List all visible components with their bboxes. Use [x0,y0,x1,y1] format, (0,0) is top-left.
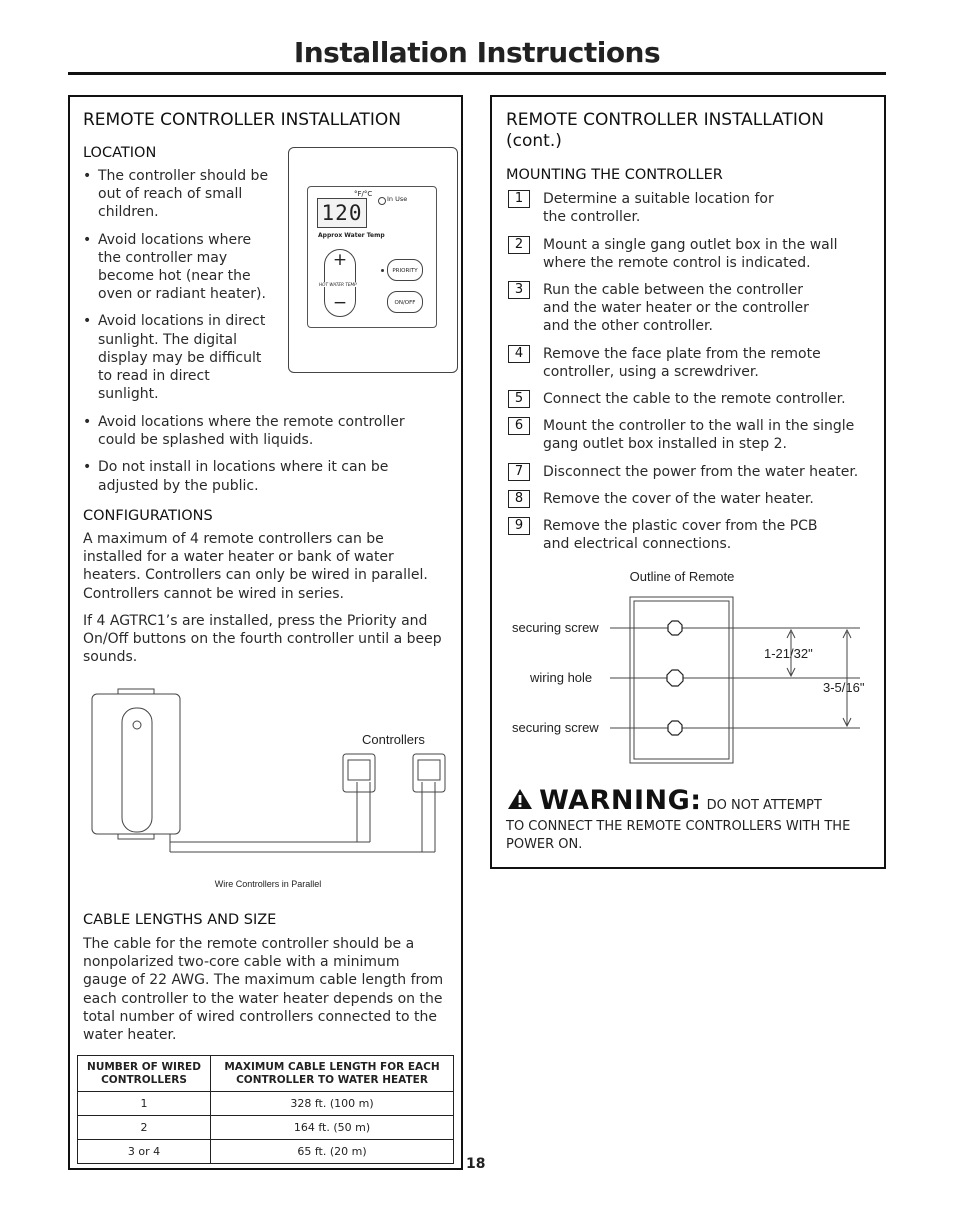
table-row [78,1140,454,1164]
location-bullets-wide [83,413,443,504]
table-cell: 1 [78,1092,211,1116]
step-text: Mount a single gang outlet box in the wall where the remote control is indicated. [543,237,838,271]
unit-label: °F/°C [354,190,373,198]
step-item [508,390,862,408]
step-number: 3 [508,281,530,299]
step-item [508,236,862,272]
location-bullet: • Avoid locations in direct sunlight. The digital display may be difficult to read in direct sunlight. [83,312,273,403]
page-number: 18 [466,1156,486,1172]
plus-icon: + [332,250,348,270]
location-bullet: • Avoid locations where the controller may become hot (near the oven or radiant heater). [83,231,273,304]
mounting-heading: MOUNTING THE CONTROLLER [506,167,723,183]
step-number: 9 [508,517,530,535]
table-header-row [78,1056,454,1092]
table-row [78,1092,454,1116]
table-cell: 328 ft. (100 m) [211,1092,454,1116]
approx-label: Approx Water Temp [318,232,385,239]
controller-face [307,186,437,328]
controller-illustration [288,147,458,373]
location-bullet: • Do not install in locations where it can be adjusted by the public. [83,458,443,494]
table-header: NUMBER OF WIRED CONTROLLERS [78,1056,211,1092]
wiring-hole-label: wiring hole [530,670,593,685]
step-text: Remove the plastic cover from the PCB and electrical connections. [543,518,818,552]
warning-text: TO CONNECT THE REMOTE CONTROLLERS WITH THE POWER ON. [506,819,851,852]
heater-indicator-icon [133,721,141,729]
diagram-caption: Wire Controllers in Parallel [214,879,322,889]
step-text: Connect the cable to the remote controller. [543,391,846,407]
location-bullets-narrow [83,167,273,412]
configurations-paragraph: If 4 AGTRC1’s are installed, press the Priority and On/Off buttons on the fourth controller until a beep sounds. [83,612,442,666]
wiring-diagram [70,682,461,897]
in-use-label: In Use [387,195,408,203]
step-text: Remove the face plate from the remote controller, using a screwdriver. [543,346,821,380]
left-panel [68,95,463,1170]
onoff-button: ON/OFF [387,291,423,313]
page-title: Installation Instructions [293,36,661,69]
step-text: Mount the controller to the wall in the single gang outlet box installed in step 2. [543,418,855,452]
temperature-display: 120 [317,198,367,228]
title-rule [68,72,886,75]
step-item [508,345,862,381]
table-row [78,1116,454,1140]
table-cell: 3 or 4 [78,1140,211,1164]
configurations-text [83,530,445,666]
location-heading: LOCATION [83,145,157,161]
table-cell: 164 ft. (50 m) [211,1116,454,1140]
controllers-label: Controllers [362,732,425,747]
priority-indicator-icon [381,269,384,272]
warning-label: WARNING: [539,785,702,816]
remote-outline-graphic [492,562,884,772]
cable-heading: CABLE LENGTHS AND SIZE [83,912,277,928]
wiring-diagram-graphic [70,682,461,897]
right-heading: REMOTE CONTROLLER INSTALLATION (cont.) [506,110,824,151]
cable-length-table [77,1055,454,1164]
warning-triangle-icon [506,787,534,811]
left-heading: REMOTE CONTROLLER INSTALLATION [83,110,401,130]
table-header: MAXIMUM CABLE LENGTH FOR EACH CONTROLLER TO WATER HEATER [211,1056,454,1092]
right-panel [490,95,886,869]
cable-paragraph: The cable for the remote controller should be a nonpolarized two-core cable with a minimum gauge of 22 AWG. The maximum cable length from each controller to the water heater depends on the total number of wired controllers connected to the water heater. [83,936,444,1044]
step-number: 7 [508,463,530,481]
heater-front-panel-icon [122,708,152,832]
step-number: 2 [508,236,530,254]
configurations-paragraph: A maximum of 4 remote controllers can be installed for a water heater or bank of water heaters. Controllers can only be wired in parallel. Controllers cannot be wired in series. [83,531,428,602]
step-number: 4 [508,345,530,363]
table-cell: 2 [78,1116,211,1140]
configurations-heading: CONFIGURATIONS [83,508,213,524]
securing-screw-top-icon [668,621,682,635]
step-number: 5 [508,390,530,408]
location-bullet: • The controller should be out of reach of small children. [83,167,273,222]
controller-1-screen-icon [348,760,370,780]
controller-2-screen-icon [418,760,440,780]
step-number: 8 [508,490,530,508]
step-text: Disconnect the power from the water heater. [543,464,859,480]
minus-icon: − [332,293,348,313]
step-number: 6 [508,417,530,435]
step-item [508,517,862,553]
outline-title: Outline of Remote [629,569,735,584]
securing-screw-bottom-icon [668,721,682,735]
heater-bottom-fittings-icon [118,834,154,839]
in-use-led-icon [378,197,386,205]
step-item [508,190,862,226]
step-text: Run the cable between the controller and the water heater or the controller and the other controller. [543,282,809,334]
step-text: Determine a suitable location for the controller. [543,191,774,225]
dimension-large-label: 3-5/16" [823,680,865,695]
step-item [508,417,862,453]
remote-outline-diagram [492,562,884,772]
step-text: Remove the cover of the water heater. [543,491,814,507]
table-cell: 65 ft. (20 m) [211,1140,454,1164]
warning-lead-text: DO NOT ATTEMPT [706,798,822,813]
dimension-small-label: 1-21/32" [764,646,813,661]
securing-screw-top-label: securing screw [512,620,599,635]
heater-top-fittings-icon [118,689,154,694]
warning-block [506,785,866,854]
priority-button: PRIORITY [387,259,423,281]
water-heater-icon [92,694,180,834]
wiring-hole-icon [667,670,683,686]
location-bullet: • Avoid locations where the remote controller could be splashed with liquids. [83,413,443,449]
temp-label: HOT WATER TEMP [319,282,369,287]
securing-screw-bottom-label: securing screw [512,720,599,735]
step-item [508,463,862,481]
step-number: 1 [508,190,530,208]
step-item [508,281,862,335]
step-item [508,490,862,508]
